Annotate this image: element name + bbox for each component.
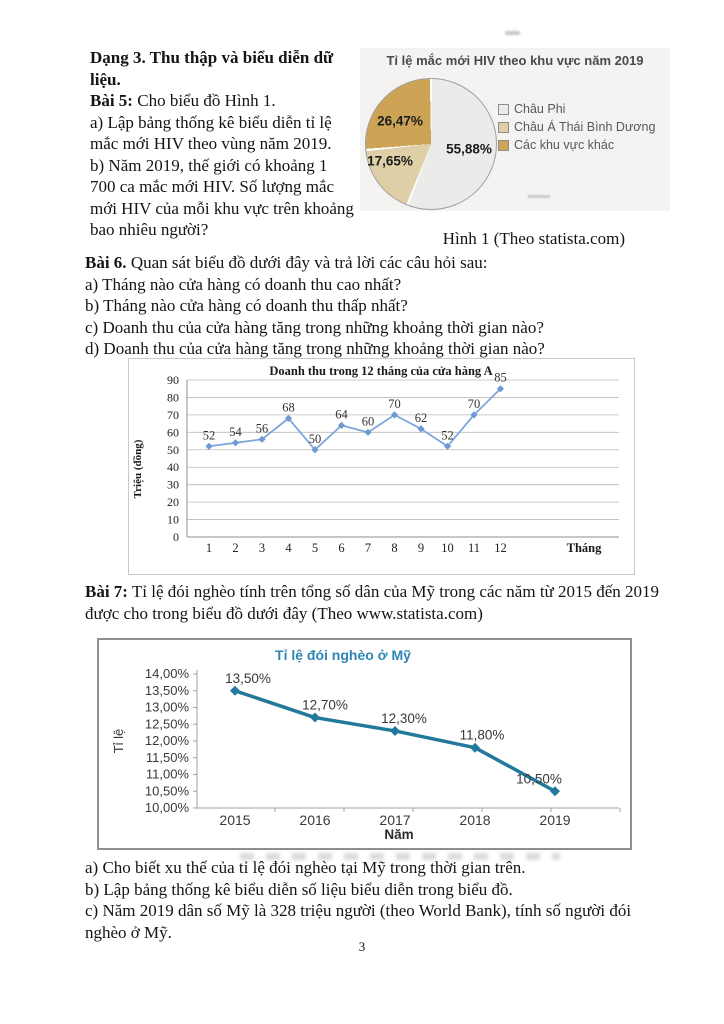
svg-text:2018: 2018 [459, 812, 491, 828]
svg-text:6: 6 [338, 541, 345, 555]
svg-text:10,50%: 10,50% [144, 783, 189, 799]
pie-slice-label-chau-phi: 55,88% [446, 141, 492, 157]
poverty-chart-svg [99, 640, 630, 848]
svg-text:52: 52 [202, 428, 216, 443]
svg-text:13,50%: 13,50% [144, 682, 189, 698]
svg-text:2019: 2019 [539, 812, 571, 828]
svg-text:10: 10 [167, 512, 179, 527]
legend-swatch-icon [498, 140, 509, 151]
svg-text:12,00%: 12,00% [144, 733, 189, 748]
svg-text:11,00%: 11,00% [145, 766, 189, 782]
svg-text:2017: 2017 [379, 812, 411, 828]
svg-text:80: 80 [167, 390, 179, 405]
legend-swatch-icon [498, 104, 509, 115]
bai6-question-c: c) Doanh thu của cửa hàng tăng trong những khoảng thời gian nào? [85, 317, 544, 337]
svg-text:Doanh thu trong 12 tháng của c: Doanh thu trong 12 tháng của cửa hàng A [269, 364, 493, 378]
svg-text:11,50%: 11,50% [145, 749, 189, 765]
svg-text:70: 70 [167, 407, 179, 422]
scan-artifact [505, 31, 520, 35]
svg-text:11,80%: 11,80% [459, 727, 505, 743]
svg-text:52: 52 [441, 428, 454, 443]
revenue-chart-svg [129, 359, 634, 574]
svg-text:13,00%: 13,00% [144, 699, 189, 715]
svg-text:64: 64 [335, 407, 348, 422]
pie-slice-label-chau-a-tbd: 17,65% [367, 153, 413, 169]
svg-text:30: 30 [167, 477, 179, 492]
legend-item: Các khu vực khác [498, 136, 655, 154]
bai6-question-a: a) Tháng nào cửa hàng có doanh thu cao nhất? [85, 274, 402, 294]
page-number: 3 [358, 939, 366, 954]
bai5-question-a: a) Lập bảng thống kê biểu diễn tỉ lệ mắc mới HIV theo vùng năm 2019. [90, 112, 332, 153]
bai5-intro: Bài 5: Cho biểu đồ Hình 1. [90, 91, 276, 110]
bai5-section [90, 47, 356, 241]
bai7-question-c: c) Năm 2019 dân số Mỹ là 328 triệu người (theo World Bank), tính số người đói nghèo ở Mỹ. [85, 901, 632, 942]
svg-text:Năm: Năm [384, 827, 414, 842]
svg-text:9: 9 [417, 541, 425, 555]
legend-item: Châu Phi [498, 100, 655, 118]
svg-text:50: 50 [167, 442, 179, 457]
svg-text:12: 12 [494, 541, 507, 555]
svg-text:56: 56 [255, 421, 269, 436]
legend-item: Châu Á Thái Bình Dương [498, 118, 655, 136]
pie-chart-title: Tỉ lệ mắc mới HIV theo khu vực năm 2019 [386, 53, 644, 68]
svg-text:Tỉ lệ đói nghèo ở Mỹ: Tỉ lệ đói nghèo ở Mỹ [275, 647, 411, 663]
svg-text:12,70%: 12,70% [302, 697, 348, 713]
svg-text:50: 50 [308, 431, 322, 446]
bai7-questions [85, 857, 670, 943]
svg-text:Triệu (đồng): Triệu (đồng) [132, 439, 144, 499]
bai6-intro: Bài 6. Quan sát biểu đồ dưới đây và trả lời các câu hỏi sau: [85, 253, 488, 272]
svg-text:Tháng: Tháng [566, 541, 602, 555]
svg-text:20: 20 [167, 495, 179, 510]
svg-text:2015: 2015 [219, 812, 251, 828]
svg-text:3: 3 [258, 541, 266, 555]
svg-text:40: 40 [167, 460, 179, 475]
hiv-pie-figure [360, 48, 670, 211]
bai6-question-d: d) Doanh thu của cửa hàng tăng trong những khoảng thời gian nào? [85, 339, 545, 358]
svg-text:12,50%: 12,50% [144, 716, 189, 732]
bai6-question-b: b) Tháng nào cửa hàng có doanh thu thấp nhất? [85, 296, 408, 315]
svg-text:10: 10 [441, 541, 454, 555]
svg-text:5: 5 [311, 541, 319, 555]
figure-caption: Hình 1 (Theo statista.com) [442, 229, 625, 248]
svg-text:Tỉ lệ: Tỉ lệ [111, 728, 126, 754]
bai5-question-b: b) Năm 2019, thế giới có khoảng 1 700 ca mắc mới HIV. Số lượng mắc mới HIV của mỗi khu vực trên khoảng bao nhiêu người? [90, 155, 354, 239]
svg-text:12,30%: 12,30% [381, 710, 427, 726]
svg-text:2: 2 [232, 541, 239, 555]
bai6-section [85, 252, 670, 360]
bai7-intro: Bài 7: Tỉ lệ đói nghèo tính trên tổng số dân của Mỹ trong các năm từ 2015 đến 2019 được cho trong biểu đồ dưới đây (Theo www.statista.com) [85, 582, 660, 623]
svg-text:54: 54 [229, 424, 242, 439]
svg-text:10,00%: 10,00% [144, 800, 189, 815]
svg-text:2016: 2016 [299, 812, 331, 828]
svg-text:4: 4 [285, 541, 292, 555]
svg-text:13,50%: 13,50% [225, 670, 271, 686]
svg-text:8: 8 [391, 541, 398, 555]
bai7-question-a: a) Cho biết xu thế của tỉ lệ đói nghèo tại Mỹ trong thời gian trên. [85, 858, 526, 877]
svg-text:90: 90 [167, 373, 179, 387]
poverty-chart-figure [97, 638, 632, 850]
pie-source-fineprint [528, 195, 550, 198]
svg-text:70: 70 [467, 396, 481, 411]
svg-text:60: 60 [361, 414, 375, 429]
legend-swatch-icon [498, 122, 509, 133]
bai7-question-b: b) Lập bảng thống kê biểu diễn số liệu biểu diễn trong biểu đồ. [85, 879, 513, 899]
svg-text:60: 60 [167, 425, 179, 440]
svg-text:7: 7 [364, 541, 372, 555]
svg-text:68: 68 [282, 400, 295, 415]
svg-text:11: 11 [467, 541, 481, 555]
svg-text:70: 70 [388, 396, 401, 411]
svg-text:1: 1 [205, 541, 213, 555]
pie-slice-label-khu-vuc-khac: 26,47% [377, 113, 423, 129]
section-heading: Dạng 3. Thu thập và biểu diễn dữ liệu. [90, 48, 334, 89]
svg-text:62: 62 [414, 410, 428, 425]
pie-legend [498, 100, 655, 154]
bai7-section [85, 581, 670, 624]
svg-text:14,00%: 14,00% [144, 666, 189, 681]
svg-text:85: 85 [494, 370, 507, 385]
svg-text:10,50%: 10,50% [516, 771, 562, 787]
revenue-chart-figure [128, 358, 635, 575]
svg-text:0: 0 [173, 530, 179, 544]
